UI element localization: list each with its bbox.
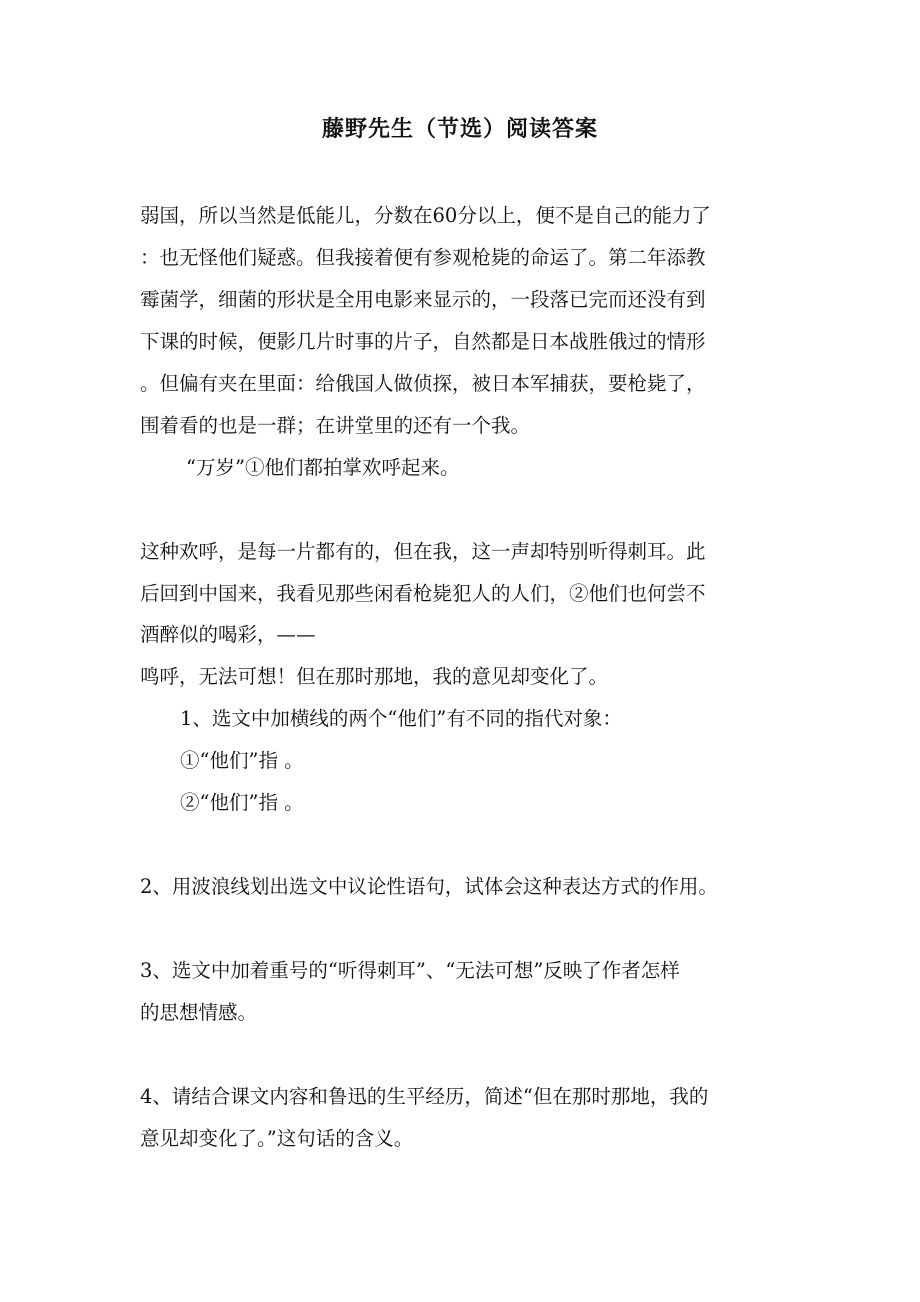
passage-line: 后回到中国来，我看见那些闲看枪毙犯人的人们，②他们也何尝不 (140, 582, 706, 605)
question-4-line-2: 意见却变化了。”这句话的含义。 (140, 1127, 414, 1150)
question-3-line-2: 的思想情感。 (140, 1001, 258, 1024)
question-3-line-1: 3、选文中加着重号的“听得刺耳”、“无法可想”反映了作者怎样 (140, 959, 680, 982)
question-1-prompt: 1、选文中加横线的两个“他们”有不同的指代对象： (180, 707, 622, 730)
passage-line: 。但偏有夹在里面：给俄国人做侦探，被日本军捕获，要枪毙了， (140, 372, 706, 395)
passage-line: ：也无怪他们疑惑。但我接着便有参观枪毙的命运了。第二年添教 (140, 246, 706, 269)
passage-line-indented: “万岁”①他们都拍掌欢呼起来。 (186, 456, 460, 479)
passage-line: 这种欢呼，是每一片都有的，但在我，这一声却特别听得刺耳。此 (140, 540, 706, 563)
question-1-sub-1: ①“他们”指 。 (180, 749, 304, 772)
passage-line: 霉菌学，细菌的形状是全用电影来显示的，一段落已完而还没有到 (140, 288, 706, 311)
passage-line: 鸣呼，无法可想！但在那时那地，我的意见却变化了。 (140, 665, 609, 688)
question-2: 2、用波浪线划出选文中议论性语句，试体会这种表达方式的作用。 (140, 875, 718, 898)
document-title: 藤野先生（节选）阅读答案 (321, 116, 598, 142)
question-4-line-1: 4、请结合课文内容和鲁迅的生平经历，简述“但在那时那地，我的 (140, 1085, 709, 1108)
passage-line: 下课的时候，便影几片时事的片子，自然都是日本战胜俄过的情形 (140, 330, 706, 353)
question-1-sub-2: ②“他们”指 。 (180, 791, 304, 814)
passage-line: 酒醉似的喝彩，—— (140, 623, 316, 646)
passage-line: 围着看的也是一群；在讲堂里的还有一个我。 (140, 414, 531, 437)
passage-line: 弱国，所以当然是低能儿，分数在60分以上，便不是自己的能力了 (140, 204, 711, 227)
